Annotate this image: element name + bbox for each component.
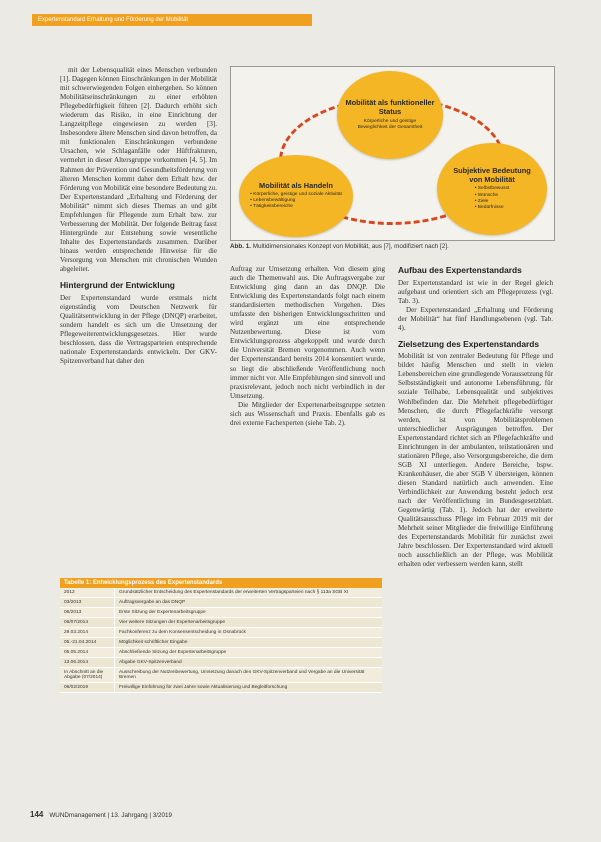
table-cell-date: 05.05.2014 [60, 648, 115, 657]
table-cell-date: 06/02/2019 [60, 683, 115, 692]
caption-label: Abb. 1. [230, 243, 251, 250]
column-1 [60, 66, 217, 366]
list-item: • Wünsche [474, 192, 499, 198]
table-row [60, 648, 382, 658]
circle-top-body: Körperliche und geistige Beweglichkeit der Gesamtheit [357, 118, 423, 130]
table-cell-description: Grundsätzlicher Entscheidung des Expertenstandards der erweiterten Vertragsparteien nach § 113a SGB XI [119, 590, 349, 595]
table-row [60, 683, 382, 693]
page-footer [30, 810, 172, 819]
table-cell-date: 29.03.2014 [60, 628, 115, 637]
table-cell-description: Möglichkeit schriftlicher Eingabe [119, 640, 188, 645]
circle-top-title: Mobilität als funktioneller Status [345, 98, 435, 116]
table-cell-description: Vier weitere Sitzungen der Expertenarbeitsgruppe [119, 620, 226, 625]
circle-left-title: Mobilität als Handeln [259, 180, 333, 190]
table-cell-description: Fachkonferenz zu dem Konsensentscheidung in Osnabrück [119, 630, 246, 635]
table-cell-description: Abgabe GKV-Spitzenverband [119, 660, 182, 665]
table-title: Tabelle 1: Entwicklungsprozess des Expertenstandards [60, 578, 382, 588]
list-item: • Selbstbewusst [474, 186, 510, 192]
page-header: Expertenstandard Erhaltung und Förderung der Mobilität [32, 14, 312, 26]
goals-paragraph: Mobilität ist von zentraler Bedeutung für Pflege und bildet häufig Menschen und stellt in vielen Lebensbereichen eine grundlegende Voraussetzung für Selbstständigkeit und autonome Lebensführung, für soziale Teilhabe, Lebensqualität und subjektives Wohlbefinden dar. Die Mehrheit pflegebedürftiger Menschen, die durch Pflegefachkräfte versorgt werden, ist von Mobilitätsproblemen unterschiedlicher Ausprägungen betroffen. Der Expertenstandard richtet sich an Pflegefachkräfte und Einrichtungen in der ambulanten, teilstationären und stationären Pflege, also Versorgungsbereiche, die dem SGB XI unterliegen. Andere Bereiche, bspw. Krankenhäuser, die aber SGB V übersteigen, können diesen Standard natürlich auch anwenden. Eine Verbindlichkeit zur Anwendung besteht jedoch erst nach der Veröffentlichung im Bundesgesetzblatt. Gegenwärtig (Tab. 1). Jedoch hat der erweiterte Qualitätsausschuss Pflege im Februar 2019 mit der Mehrheit seiner Mitglieder die freiwillige Einführung des Expertenstandards Mobilität für zunächst zwei Jahre beschlossen. Der Expertenstandard wird aktuell noch ausschließlich an der Pflege, was Mobilität erhalten oder verbessern werden kann, stellt [398, 352, 553, 569]
table-cell-date: 2012 [60, 588, 115, 597]
table-row [60, 618, 382, 628]
intro-paragraph: mit der Lebensqualität eines Menschen verbunden [1]. Dagegen können Einschränkungen in der Mobilität mit schwerwiegenden Folgen einhergehen. So können Mobilitätseinschränkungen zu einer erhöhten Pflegebedürftigkeit führen [2]. Dadurch erhöht sich wiederum das Risiko, in eine Einrichtung der Langzeitpflege eingewiesen zu werden [3]. Insbesondere ältere Menschen sind davon betroffen, da mit funktionalen Einschränkungen verbundene Ursachen, wie Schlaganfälle oder Hüftfrakturen, vermehrt in dieser Altersgruppe vorkommen [4, 5]. Im Rahmen der Prävention und Gesundheitsförderung von älteren Menschen kommt daher dem Erhalt bzw. der Förderung von Mobilität eine besondere Bedeutung zu. Der Expertenstandard „Erhaltung und Förderung der Mobilität“ nimmt sich dieses Themas an und gibt Empfehlungen für Pflegende zum Erhalt bzw. zur Verbesserung der Mobilität. Der folgende Beitrag fasst Hintergründe zur Entstehung sowie wesentliche Inhalte des Expertenstandards zusammen. Darüber hinaus werden entsprechende Hinweise für die Versorgung von Menschen mit chronischen Wunden abgeleitet. [60, 66, 218, 274]
caption-text: Multidimensionales Konzept von Mobilität, aus [7], modifiziert nach [2]. [251, 243, 449, 250]
heading-background: Hintergrund der Entwicklung [60, 280, 175, 291]
heading-goals: Zielsetzung des Expertenstandards [398, 338, 540, 349]
table-cell-date: 06/07/2014 [60, 618, 115, 627]
heading-structure: Aufbau des Expertenstandards [398, 265, 522, 275]
structure-paragraph: Der Expertenstandard ist wie in der Regel gleich aufgebaut und orientiert sich am Pflegeprozess (vgl. Tab. 3). [398, 278, 553, 305]
circle-subjective-meaning [437, 143, 547, 235]
table-cell-date: 06/2013 [60, 608, 115, 617]
column-3 [398, 265, 553, 569]
table-row [60, 628, 382, 638]
circle-right-list [475, 186, 510, 210]
list-item: • Ziele [474, 198, 489, 204]
table-cell-date: In Abschnitt an die Abgabe (07/2014) [60, 668, 115, 682]
figure-caption [230, 243, 555, 250]
circle-mobility-action [239, 155, 353, 237]
figure-mobility-concept [230, 66, 555, 241]
table-cell-date: 03/2013 [60, 598, 115, 607]
table-cell-date: 13.06.2014 [60, 658, 115, 667]
circle-functional-status [337, 71, 443, 159]
circle-left-list [250, 192, 342, 210]
background-paragraph: Der Expertenstandard wurde erstmals nicht eigenständig vom Deutschen Netzwerk für Qualitätsentwicklung in der Pflege (DNQP) erarbeitet, sondern handelt es sich um die Umsetzung der Pflegeweiterentwicklungsgesetzes. Hier wurde beschlossen, dass die Vertragsparteien entsprechende nationale Expertenstandards entwickeln. Der GKV-Spitzenverband hat daher den [60, 293, 217, 365]
table-cell-description: Freiwillige Einführung für zwei Jahre sowie Aktualisierung und Begleitforschung [119, 685, 288, 690]
table-cell-description: Erste Sitzung der Expertenarbeitsgruppe [119, 610, 206, 615]
list-item: • Tätigkeitsbereiche [250, 204, 293, 210]
list-item: • Lebensbewältigung [250, 198, 296, 204]
table-row [60, 638, 382, 648]
levels-paragraph: Der Expertenstandard „Erhaltung und Förderung der Mobilität“ hat fünf Handlungsebenen (vgl. Tab. 4). [398, 305, 553, 332]
table-row [60, 588, 382, 598]
page-number: 144 [30, 810, 44, 819]
table-cell-description: Auftragsvergabe an das DNQP [119, 600, 186, 605]
table-row [60, 658, 382, 668]
column-2 [230, 265, 385, 428]
journal-info: WUNDmanagement | 13. Jahrgang | 3/2019 [49, 812, 172, 819]
commission-paragraph: Auftrag zur Umsetzung erhalten. Von diesem ging auch die Themenwahl aus. Die Auftragsvergabe zur Entwicklung ging dann an das DNQP. Die Entwicklung des Expertenstandards folgt nach einem standardisierten methodischen Vorgehen. Dies umfasste den bisherigen Entwicklungsschritten und wird ergänzt um eine entsprechende Nutzenbewertung. Diese ist vom Entwicklungsprozess abgekoppelt und wurde durch die Universität Bremen vorgenommen. Auch wenn der Expertenstandard bereits 2014 konsentiert wurde, so liegt die abschließende Veröffentlichung noch immer nicht vor. Alle Empfehlungen sind sinnvoll und praxisrelevant, jedoch noch nicht verbindlich in der Umsetzung. [230, 265, 385, 400]
table-row [60, 608, 382, 618]
list-item: • Bedürfnisse [474, 204, 504, 210]
table-body [60, 588, 382, 693]
circle-right-title: Subjektive Bedeutung von Mobilität [453, 166, 531, 184]
table-cell-date: 05.-21.04.2014 [60, 638, 115, 647]
table-row [60, 668, 382, 683]
list-item: • Körperliche, geistige und soziale Aktivität [250, 192, 342, 198]
members-paragraph: Die Mitglieder der Expertenarbeitsgruppe setzten sich aus Wissenschaft und Praxis. Ebenfalls gab es drei externe Fachexperten (siehe Tab. 2). [230, 400, 385, 427]
table-development-process [60, 578, 382, 842]
table-cell-description: Ausschreibung der Nutzenbewertung, Umsetzung danach den GKV-Spitzenverband und Vergabe an die Universität Bremen [119, 670, 365, 680]
table-row [60, 598, 382, 608]
table-cell-description: Abschließende Sitzung der Expertenarbeitsgruppe [119, 650, 227, 655]
